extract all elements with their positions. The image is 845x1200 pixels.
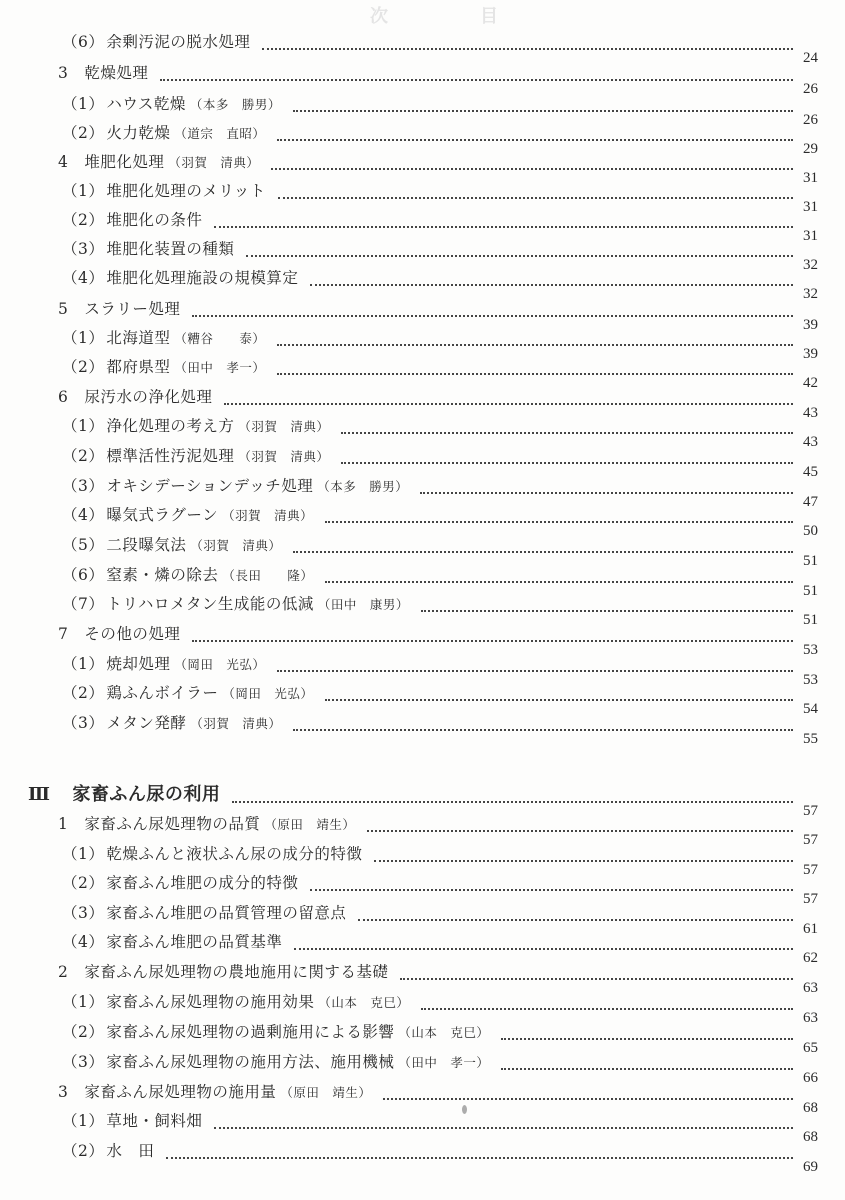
toc-entry [0,297,845,333]
toc-entry-label [58,61,156,85]
toc-entry-author: （羽賀 清典） [222,508,314,523]
toc-entry [0,208,845,244]
toc-entry-number: （1） [62,845,105,863]
toc-entry-number: 5 [58,300,69,318]
toc-entry-author: （本多 勝男） [189,97,281,112]
toc-entry-page-number: 57 [803,862,818,878]
toc-entry [0,1020,845,1056]
leader-dots [214,1127,793,1129]
toc-entry-title: 家畜ふん尿処理物の施用効果 [106,993,315,1011]
toc-entry-title: 家畜ふん尿処理物の過剰施用による影響 [106,1023,395,1041]
leader-dots [374,860,793,862]
leader-dots [192,315,793,317]
toc-entry [0,474,845,510]
leader-dots [271,168,793,170]
toc-entry-label [62,326,273,351]
toc-entry-title: 堆肥化の条件 [106,211,203,229]
toc-entry-page-number: 39 [803,346,818,362]
toc-entry-title: 堆肥化処理 [84,153,165,171]
toc-entry-author: （田中 孝一） [398,1055,490,1070]
toc-entry-title: 鶏ふんボイラー [106,684,219,702]
toc-entry-author: （道宗 直昭） [174,126,266,141]
toc-entry-number: （2） [62,684,105,702]
toc-entry-page-number: 39 [803,317,818,333]
toc-entry-title: 家畜ふん堆肥の品質管理の留意点 [106,904,347,922]
toc-entry-page-number: 32 [803,286,818,302]
leader-dots [293,110,793,112]
leader-dots [160,79,793,81]
toc-entry [0,237,845,273]
toc-entry-label [62,92,289,117]
toc-entry-author: （田中 孝一） [174,360,266,375]
leader-dots [310,284,793,286]
toc-entry-title: 浄化処理の考え方 [106,417,235,435]
toc-entry-page-number: 51 [803,612,818,628]
toc-entry-author: （羽賀 清典） [190,716,282,731]
toc-entry-label [62,503,321,528]
toc-entry-page-number: 43 [803,434,818,450]
toc-entry-title: 家畜ふん尿処理物の品質 [84,815,261,833]
toc-entry-title: 窒素・燐の除去 [106,566,219,584]
toc-entry-page-number: 26 [803,112,818,128]
leader-dots [166,1157,793,1159]
toc-entry-number: （1） [62,655,105,673]
toc-entry-title: その他の処理 [84,625,181,643]
toc-entry-page-number: 53 [803,672,818,688]
toc-entry-page-number: 31 [803,199,818,215]
toc-entry [0,61,845,97]
toc-entry-label [62,990,417,1015]
toc-entry-page-number: 51 [803,583,818,599]
toc-entry [0,711,845,747]
toc-entry-page-number: 66 [803,1070,818,1086]
toc-entry-title: 余剰汚泥の脱水処理 [106,33,251,51]
toc-entry-number: （6） [62,33,105,51]
leader-dots [325,581,793,583]
toc-entry-label [62,592,417,617]
toc-entry-number: （3） [62,477,105,495]
toc-entry [0,92,845,128]
toc-entry-number: （2） [62,447,105,465]
toc-entry-page-number: 31 [803,228,818,244]
toc-entry-label [62,266,306,290]
toc-entry-number: 4 [58,153,69,171]
toc-entry-label [62,414,337,439]
toc-entry-label [62,30,258,54]
toc-entry-title: 家畜ふん尿処理物の施用量 [84,1083,277,1101]
toc-entry-number: （2） [62,124,105,142]
toc-entry-number: Ⅲ [28,784,51,805]
toc-entry-page-number: 29 [803,141,818,157]
toc-entry [0,622,845,658]
toc-entry-page-number: 68 [803,1129,818,1145]
toc-entry [0,990,845,1026]
toc-entry-label [62,444,337,469]
toc-entry-page-number: 57 [803,832,818,848]
scan-smudge [462,1105,467,1114]
toc-entry-label [58,385,220,409]
toc-entry-page-number: 69 [803,1159,818,1175]
toc-entry-label [62,711,289,736]
leader-dots [341,462,793,464]
toc-entry-label [62,1050,497,1075]
toc-entry [0,414,845,450]
leader-dots [293,729,793,731]
toc-entry [0,1139,845,1175]
toc-entry-label [62,652,273,677]
toc-entry-label [62,681,321,706]
toc-entry-number: 2 [58,963,69,981]
toc-entry-label [62,179,274,203]
toc-entry-page-number: 57 [803,891,818,907]
toc-entry-number: （2） [62,211,105,229]
toc-entry-page-number: 53 [803,642,818,658]
toc-entry-number: （5） [62,536,105,554]
leader-dots [367,830,793,832]
leader-dots [262,48,793,50]
toc-entry-number: （3） [62,714,105,732]
toc-entry-title: 堆肥化処理施設の規模算定 [106,269,299,287]
toc-entry-number: （3） [62,1053,105,1071]
leader-dots [325,521,793,523]
toc-entry-label [28,783,228,807]
toc-entry-page-number: 43 [803,405,818,421]
toc-entry-title: 家畜ふん尿の利用 [72,784,221,805]
leader-dots [293,551,793,553]
toc-entry-title: 北海道型 [106,329,171,347]
toc-entry [0,1080,845,1116]
toc-entry-label [62,1139,162,1163]
toc-entry [0,385,845,421]
toc-entry-title: メタン発酵 [106,714,187,732]
toc-entry-author: （長田 隆） [222,568,314,583]
toc-entry-title: 二段曝気法 [106,536,187,554]
toc-entry-number: （1） [62,329,105,347]
toc-entry [0,150,845,186]
leader-dots [501,1068,793,1070]
toc-entry-number: （4） [62,269,105,287]
toc-entry [0,871,845,907]
toc-entry [0,563,845,599]
toc-entry-title: 家畜ふん尿処理物の施用方法、施用機械 [106,1053,395,1071]
leader-dots [383,1098,793,1100]
toc-entry-title: 標準活性汚泥処理 [106,447,235,465]
toc-entry-label [62,871,306,895]
toc-entry-number: （1） [62,95,105,113]
toc-entry-number: 7 [58,625,69,643]
toc-entry [0,812,845,848]
toc-entry-label [62,121,273,146]
leader-dots [278,197,793,199]
toc-entry-page-number: 54 [803,701,818,717]
toc-entry-title: ハウス乾燥 [106,95,186,113]
bleed-through-char: 次 [370,6,388,27]
toc-entry-author: （山本 克巳） [318,995,410,1010]
toc-entry-label [62,930,290,954]
leader-dots [501,1038,793,1040]
leader-dots [224,403,793,405]
toc-entry-author: （羽賀 清典） [238,419,330,434]
toc-entry-number: （1） [62,182,105,200]
toc-entry [0,930,845,966]
toc-entry-page-number: 47 [803,494,818,510]
toc-entry-title: スラリー処理 [84,300,181,318]
toc-entry-label [62,842,370,866]
leader-dots [246,255,793,257]
toc-entry [0,652,845,688]
leader-dots [214,226,793,228]
toc-entry [0,444,845,480]
leader-dots [341,432,793,434]
toc-entry-title: 乾燥処理 [84,64,149,82]
toc-entry-title: 都府県型 [106,358,171,376]
bleed-through-char: 目 [480,6,498,27]
toc-entry-label [58,297,188,321]
toc-entry-page-number: 68 [803,1100,818,1116]
toc-entry-page-number: 55 [803,731,818,747]
toc-entry-page-number: 62 [803,950,818,966]
leader-dots [420,492,793,494]
toc-entry-author: （羽賀 清典） [238,449,330,464]
toc-entry-label [58,150,267,175]
toc-entry-title: 火力乾燥 [106,124,171,142]
toc-entry-page-number: 26 [803,81,818,97]
toc-entry-title: 草地・飼料畑 [106,1112,203,1130]
toc-entry-number: （3） [62,904,105,922]
toc-entry-label [62,474,416,499]
toc-entry-label [62,1109,210,1133]
toc-entry-title: 堆肥化装置の種類 [106,240,235,258]
toc-entry-number: （1） [62,1112,105,1130]
toc-entry-number: （1） [62,417,105,435]
toc-entry-number: （2） [62,1023,105,1041]
toc-entry-title: 曝気式ラグーン [106,506,219,524]
toc-entry-page-number: 51 [803,553,818,569]
toc-entry-author: （原田 靖生） [264,817,356,832]
toc-entry-title: 家畜ふん堆肥の成分的特徴 [106,874,299,892]
leader-dots [294,948,793,950]
toc-entry-author: （本多 勝男） [317,479,409,494]
toc-entry-page-number: 57 [803,803,818,819]
leader-dots [277,139,793,141]
toc-entry-page-number: 63 [803,980,818,996]
toc-entry [0,503,845,539]
toc-entry-number: 3 [58,64,69,82]
leader-dots [358,919,793,921]
toc-entry-author: （羽賀 清典） [168,155,260,170]
toc-entry-author: （羽賀 清典） [190,538,282,553]
toc-entry-label [58,960,396,984]
leader-dots [310,889,793,891]
toc-entry-number: （2） [62,358,105,376]
toc-entry-author: （山本 克巳） [398,1025,490,1040]
toc-entry-page-number: 42 [803,375,818,391]
toc-entry-number: （4） [62,506,105,524]
toc-entry-title: 家畜ふん尿処理物の農地施用に関する基礎 [84,963,389,981]
toc-entry [0,1109,845,1145]
toc-entry [0,1050,845,1086]
toc-entry-author: （岡田 光弘） [222,686,314,701]
toc-entry-title: トリハロメタン生成能の低減 [106,595,314,613]
toc-entry-title: 焼却処理 [106,655,171,673]
toc-entry [0,901,845,937]
leader-dots [277,344,793,346]
toc-entry-label [62,563,321,588]
leader-dots [421,610,793,612]
toc-entry-page-number: 63 [803,1010,818,1026]
toc-entry [0,30,845,66]
toc-entry [0,533,845,569]
toc-entry [0,326,845,362]
toc-entry-title: 家畜ふん堆肥の品質基準 [106,933,283,951]
toc-entry-label [62,1020,497,1045]
toc-entry-number: （4） [62,933,105,951]
leader-dots [400,978,793,980]
toc-entry-number: （1） [62,993,105,1011]
leader-dots [421,1008,793,1010]
toc-entry-number: （7） [62,595,105,613]
toc-entry-author: （糟谷 泰） [174,331,266,346]
toc-entry [0,266,845,302]
toc-entry-page-number: 24 [803,50,818,66]
toc-entry-number: （2） [62,1142,105,1160]
toc-entry-label [62,355,273,380]
leader-dots [232,801,793,803]
toc-entry [0,592,845,628]
toc-entry [0,960,845,996]
toc-entry-title: オキシデーションデッチ処理 [106,477,314,495]
toc-entry-title: 堆肥化処理のメリット [106,182,266,200]
toc-entry-label [62,533,289,558]
toc-entry-author: （田中 康男） [317,597,409,612]
leader-dots [325,699,793,701]
leader-dots [192,640,793,642]
toc-entry-page-number: 31 [803,170,818,186]
toc-entry-label [58,812,363,837]
toc-entry-number: （3） [62,240,105,258]
toc-entry-page-number: 61 [803,921,818,937]
toc-entry [0,355,845,391]
toc-entry-number: 1 [58,815,69,833]
leader-dots [277,373,793,375]
toc-entry-label [62,237,242,261]
toc-entry-title: 乾燥ふんと液状ふん尿の成分的特徴 [106,845,363,863]
toc-entry [0,783,845,819]
toc-entry-page-number: 32 [803,257,818,273]
toc-entry-page-number: 65 [803,1040,818,1056]
toc-entry [0,681,845,717]
toc-entry-number: 6 [58,388,69,406]
toc-entry-number: （6） [62,566,105,584]
toc-entry-title: 尿汚水の浄化処理 [84,388,213,406]
toc-entry-author: （岡田 光弘） [174,657,266,672]
toc-entry-page-number: 45 [803,464,818,480]
leader-dots [277,670,793,672]
toc-entry-author: （原田 靖生） [280,1085,372,1100]
toc-entry [0,121,845,157]
toc-entry-title: 水 田 [106,1142,155,1160]
toc-entry-number: 3 [58,1083,69,1101]
toc-entry-label [62,901,354,925]
toc-entry-label [62,208,210,232]
toc-entry-page-number: 50 [803,523,818,539]
toc-entry-number: （2） [62,874,105,892]
toc-entry [0,842,845,878]
toc-entry [0,179,845,215]
toc-entry-label [58,1080,379,1105]
toc-entry-label [58,622,188,646]
